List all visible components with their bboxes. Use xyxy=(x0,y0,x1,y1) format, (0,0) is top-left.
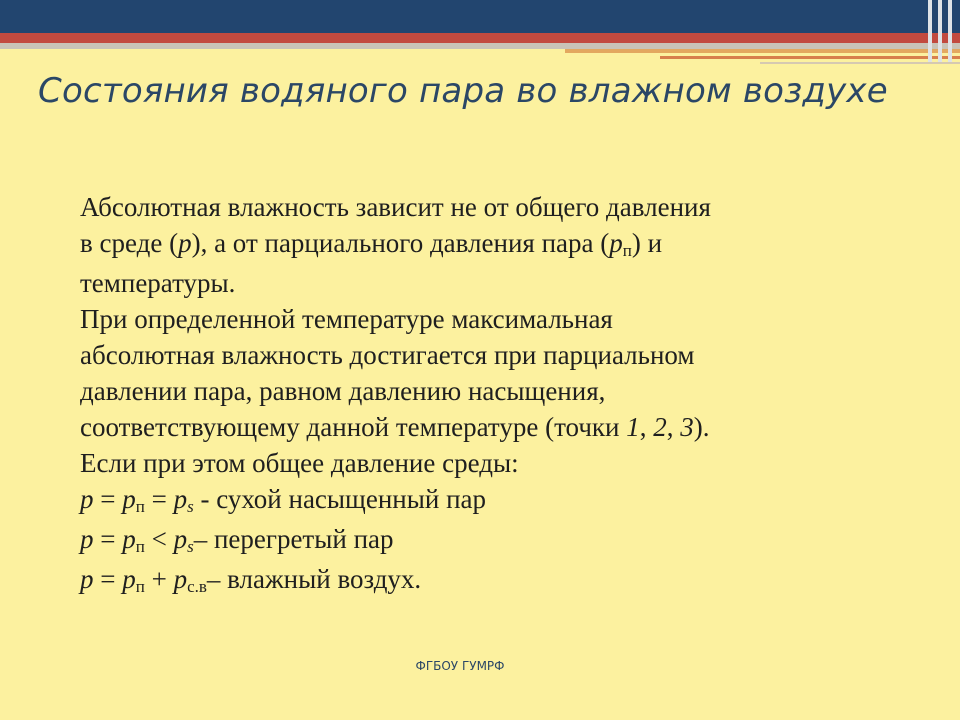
slide-title: Состояния водяного пара во влажном воздухе xyxy=(38,71,888,111)
body-line-4: При определенной температуре максимальная xyxy=(80,304,613,334)
body-line-8: Если при этом общее давление среды: xyxy=(80,448,519,478)
formula-dry-saturated: p = pп = ps - сухой насыщенный пар xyxy=(80,484,486,516)
body-line-2: в среде (p), а от парциального давления пара (pп) и xyxy=(80,228,663,260)
body-line-7: соответствующему данной температуре (точки 1, 2, 3). xyxy=(80,412,710,442)
formula-humid-air: p = pп + pс.в– влажный воздух. xyxy=(80,564,422,596)
header-band-navy xyxy=(0,0,960,33)
header-band-red xyxy=(0,33,960,43)
footer-text: ФГБОУ ГУМРФ xyxy=(415,659,505,673)
body-line-6: давлении пара, равном давлению насыщения, xyxy=(80,376,606,406)
corner-stripes xyxy=(922,0,960,62)
slide-body xyxy=(80,189,930,601)
header-accent-line xyxy=(565,49,960,53)
body-line-3: температуры. xyxy=(80,268,236,298)
header-accent-line xyxy=(760,62,960,64)
formula-superheated: p = pп < ps– перегретый пар xyxy=(80,524,394,556)
header-accent-line xyxy=(660,56,960,59)
body-line-5: абсолютная влажность достигается при парциальном xyxy=(80,340,695,370)
body-line-1: Абсолютная влажность зависит не от общего давления xyxy=(80,192,711,222)
